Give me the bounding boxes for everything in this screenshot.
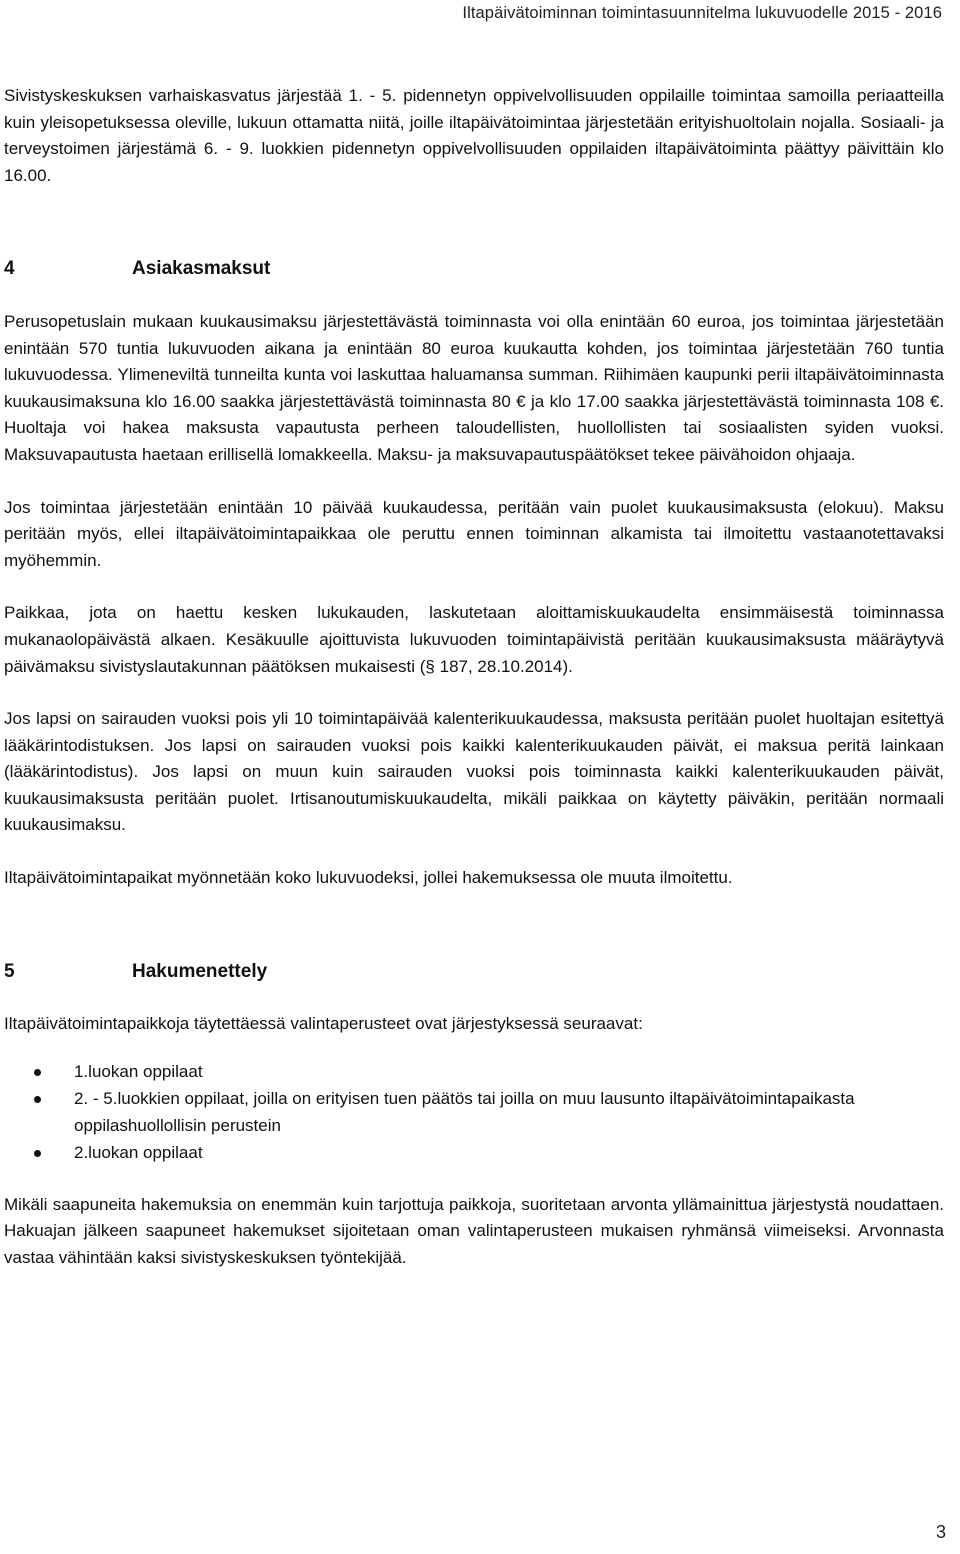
list-item: 2.luokan oppilaat: [4, 1139, 944, 1166]
running-header: Iltapäivätoiminnan toimintasuunnitelma lukuvuodelle 2015 - 2016: [462, 4, 942, 22]
section-4-title: Asiakasmaksut: [132, 258, 271, 280]
section-4-paragraph-illness: Jos lapsi on sairauden vuoksi pois yli 10 toimintapäivää kalenterikuukaudessa, maksusta peritään puolet huoltajan esitettyä lääkärintodistuksen. Jos lapsi on sairauden vuoksi pois kaikki kalenterikuukauden päivät, ei maksua peritä lainkaan (lääkärintodistus). Jos lapsi on muun kuin sairauden vuoksi pois toiminnasta kaikki kalenterikuukauden päivät, kuukausimaksusta peritään puolet. Irtisanoutumiskuukaudelta, mikäli paikkaa on käytetty päiväkin, peritään normaali kuukausimaksu.: [4, 709, 944, 835]
section-5-closing: Mikäli saapuneita hakemuksia on enemmän kuin tarjottuja paikkoja, suoritetaan arvonta yllämainittua järjestystä noudattaen. Hakuajan jälkeen saapuneet hakemukset sijoitetaan oman valintaperusteen mukaisen ryhmänsä viimeiseksi. Arvonnasta vastaa vähintään kaksi sivistyskeskuksen työntekijää.: [4, 1194, 944, 1268]
section-4-paragraph-mid-term: Paikkaa, jota on haettu kesken lukukauden, laskutetaan aloittamiskuukaudelta ensimmäisestä toiminnassa mukanaolopäivästä alkaen. Kesäkuulle ajoittuvista lukuvuoden toimintapäivistä peritään kuukausimaksusta määräytyvä päivämaksu sivistyslautakunnan päätöksen mukaisesti (§ 187, 28.10.2014).: [4, 603, 944, 676]
document-body: [4, 83, 944, 1272]
section-5-lead: Iltapäivätoimintapaikkoja täytettäessä valintaperusteet ovat järjestyksessä seuraavat:: [4, 1014, 643, 1034]
list-item: 2. - 5.luokkien oppilaat, joilla on erityisen tuen päätös tai joilla on muu lausunto iltapäivätoimintapaikasta oppilashuollollisin perustein: [4, 1085, 944, 1139]
intro-paragraph: Sivistyskeskuksen varhaiskasvatus järjestää 1. - 5. pidennetyn oppivelvollisuuden oppilaille toimintaa samoilla periaatteilla kuin yleisopetuksessa oleville, lukuun ottamatta niitä, joille iltapäivätoimintaa järjestetään erityishuoltolain nojalla. Sosiaali- ja terveystoimen järjestämä 6. - 9. luokkien pidennetyn oppivelvollisuuden oppilaiden iltapäivätoiminta päättyy päivittäin klo 16.00.: [4, 86, 944, 185]
section-4-number: 4: [4, 258, 15, 280]
list-item: 1.luokan oppilaat: [4, 1058, 944, 1085]
section-5-title: Hakumenettely: [132, 960, 268, 982]
section-4-paragraph-fees: Perusopetuslain mukaan kuukausimaksu järjestettävästä toiminnasta voi olla enintään 60 euroa, jos toimintaa järjestetään enintään 570 tuntia lukuvuoden aikana ja enintään 80 euroa kuukautta kohden, jos toimintaa järjestetään 760 tuntia lukuvuodessa. Ylimeneviltä tunneilta kunta voi laskuttaa haluamansa summan. Riihimäen kaupunki perii iltapäivätoiminnasta kuukausimaksuna klo 16.00 saakka järjestettävästä toiminnasta 80 € ja klo 17.00 saakka järjestettävästä toiminnasta 108 €. Huoltaja voi hakea maksusta vapautusta perheen taloudellisten, huollollisten tai sosiaalisten syiden vuoksi. Maksuvapautusta haetaan erillisellä lomakkeella. Maksu- ja maksuvapautuspäätökset tekee päivähoidon ohjaaja.: [4, 311, 944, 464]
section-4-heading: [4, 256, 944, 283]
section-4-paragraph-half-fee: Jos toimintaa järjestetään enintään 10 päivää kuukaudessa, peritään vain puolet kuukausimaksusta (elokuu). Maksu peritään myös, ellei iltapäivätoimintapaikkaa ole peruttu ennen toiminnan alkamista tai ilmoitettu vastaanotettavaksi myöhemmin.: [4, 497, 944, 570]
page-number: 3: [935, 1522, 946, 1542]
section-5-number: 5: [4, 960, 15, 982]
section-5-heading: [4, 959, 944, 986]
section-4-paragraph-granted: Iltapäivätoimintapaikat myönnetään koko lukuvuodeksi, jollei hakemuksessa ole muuta ilmoitettu.: [4, 868, 733, 888]
selection-criteria-list: [4, 1058, 944, 1166]
